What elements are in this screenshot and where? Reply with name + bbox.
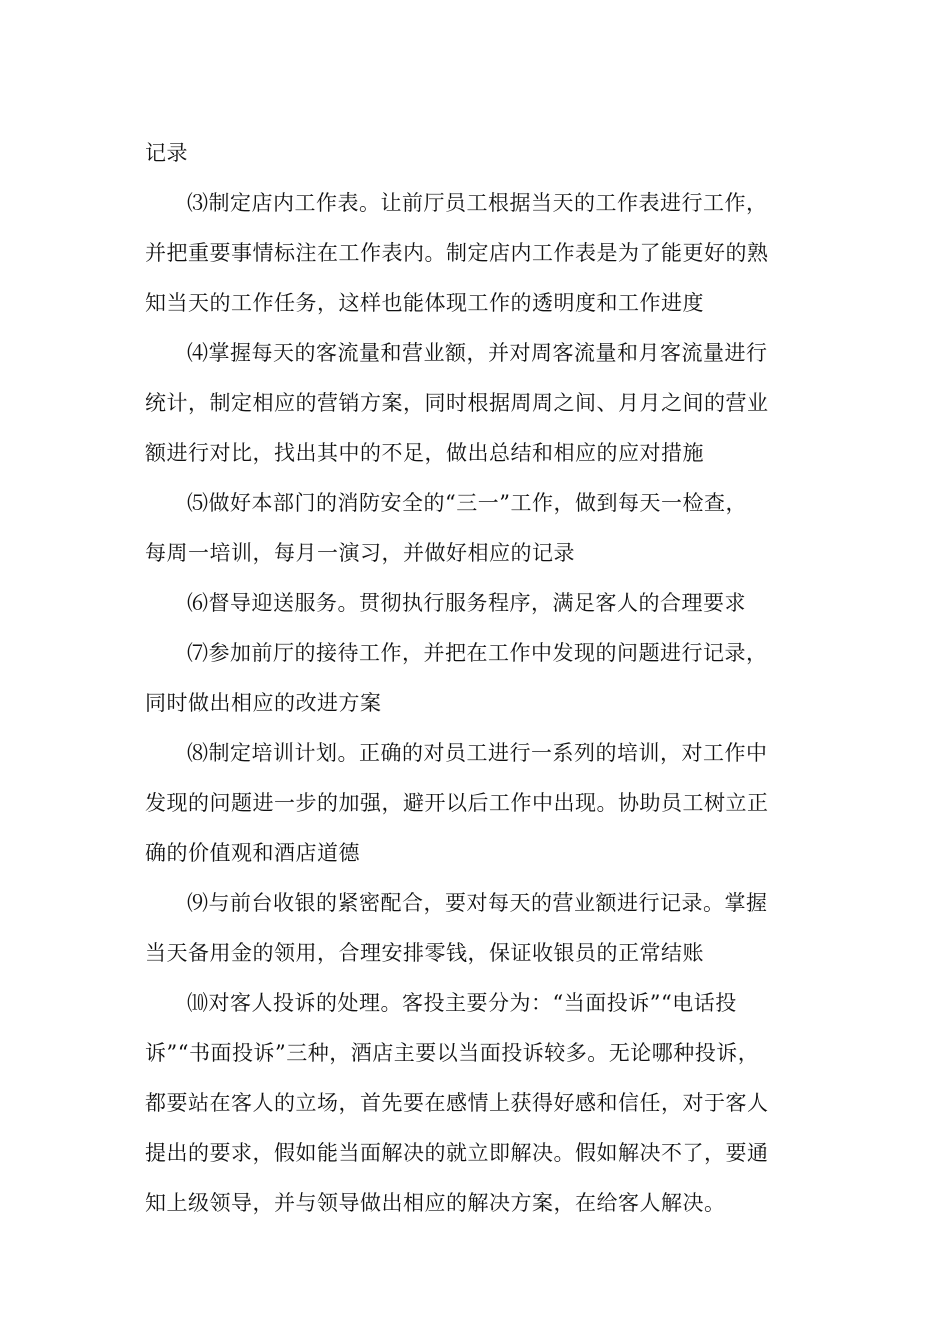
text-line: ⑸做好本部门的消防安全的“三一”工作，做到每天一检查， xyxy=(187,491,747,515)
text-line: 额进行对比，找出其中的不足，做出总结和相应的应对措施 xyxy=(145,441,704,465)
text-line: 提出的要求，假如能当面解决的就立即解决。假如解决不了，要通 xyxy=(145,1141,769,1165)
text-line: 知当天的工作任务，这样也能体现工作的透明度和工作进度 xyxy=(145,291,704,315)
text-line: 并把重要事情标注在工作表内。制定店内工作表是为了能更好的熟 xyxy=(145,241,769,265)
text-line: 同时做出相应的改进方案 xyxy=(145,691,382,715)
text-line: 当天备用金的领用，合理安排零钱，保证收银员的正常结账 xyxy=(145,941,704,965)
text-line: 每周一培训，每月一演习，并做好相应的记录 xyxy=(145,541,575,565)
text-line: 发现的问题进一步的加强，避开以后工作中出现。协助员工树立正 xyxy=(145,791,769,815)
text-line: ⑻制定培训计划。正确的对员工进行一系列的培训，对工作中 xyxy=(187,741,768,765)
text-line: ⑹督导迎送服务。贯彻执行服务程序，满足客人的合理要求 xyxy=(187,591,746,615)
text-line: 确的价值观和酒店道德 xyxy=(145,841,360,865)
text-line: 诉”“书面投诉”三种，酒店主要以当面投诉较多。无论哪种投诉， xyxy=(145,1041,760,1065)
text-line: 统计，制定相应的营销方案，同时根据周周之间、月月之间的营业 xyxy=(145,391,769,415)
text-line: ⑽对客人投诉的处理。客投主要分为：“当面投诉”“电话投 xyxy=(187,991,737,1015)
text-line: ⑼与前台收银的紧密配合，要对每天的营业额进行记录。掌握 xyxy=(187,891,768,915)
text-line: 知上级领导，并与领导做出相应的解决方案，在给客人解决。 xyxy=(145,1191,726,1215)
text-line: ⑺参加前厅的接待工作，并把在工作中发现的问题进行记录， xyxy=(187,641,768,665)
text-line: ⑶制定店内工作表。让前厅员工根据当天的工作表进行工作， xyxy=(187,191,768,215)
text-line: 记录 xyxy=(145,141,188,165)
text-line: ⑷掌握每天的客流量和营业额，并对周客流量和月客流量进行 xyxy=(187,341,768,365)
text-line: 都要站在客人的立场，首先要在感情上获得好感和信任，对于客人 xyxy=(145,1091,769,1115)
